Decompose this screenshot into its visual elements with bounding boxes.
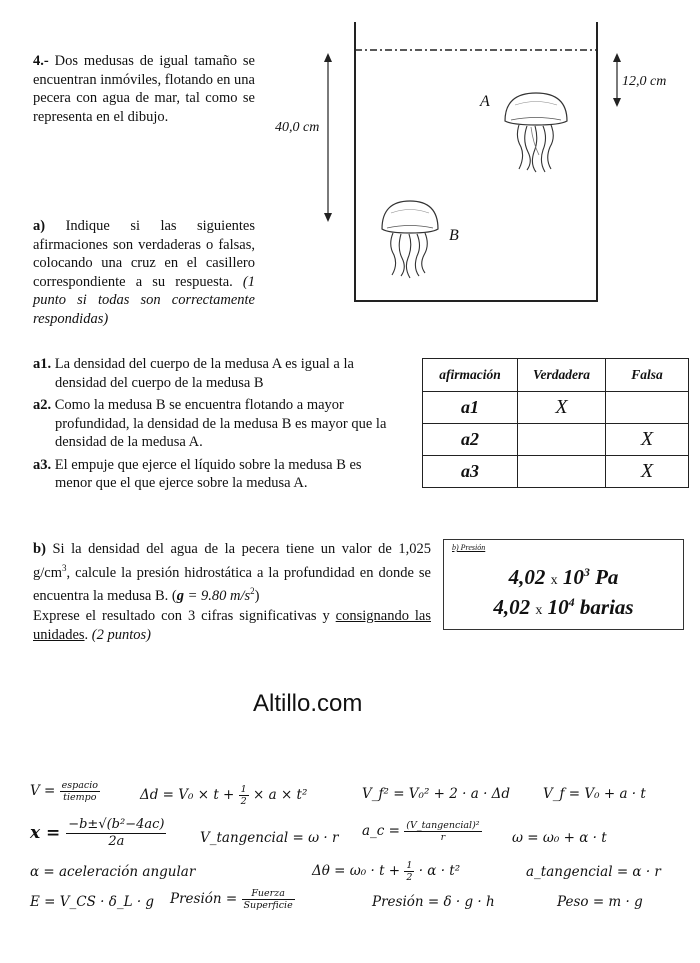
part-a-instructions: [33, 217, 255, 328]
formula-weight: Peso = m · g: [557, 894, 643, 910]
part-a-label: a): [33, 218, 46, 234]
formula-text: Δθ = ω₀ · t +: [312, 863, 405, 879]
answer-table: [422, 358, 689, 488]
formula-pressure-force: [170, 888, 295, 911]
fraction: [242, 888, 295, 911]
formula-hydrostatic: Presión = δ · g · h: [372, 894, 495, 910]
answer-base: 10: [562, 565, 584, 589]
label-depth-a: 12,0 cm: [622, 74, 667, 89]
formula-text: Presión =: [170, 891, 242, 907]
answer-unit: Pa: [589, 565, 619, 589]
statement-text: La densidad del cuerpo de la medusa A es igual a la densidad del cuerpo de la medusa B: [54, 356, 354, 391]
header-falsa: Falsa: [606, 359, 689, 392]
part-b-label: b): [33, 541, 46, 557]
part-a-points: (1 punto si todas son correctamente respondidas): [33, 273, 256, 327]
question-statement: [33, 52, 255, 126]
denominator: 2a: [108, 834, 125, 849]
formula-alpha: α = aceleración angular: [30, 864, 196, 880]
numerator: Fuerza: [242, 888, 295, 900]
header-verdadera: Verdadera: [518, 359, 606, 392]
label-jellyfish-a: A: [480, 93, 490, 110]
part-b-text: Exprese el resultado con 3 cifras significativas y: [33, 608, 336, 625]
label-depth-total: 40,0 cm: [275, 120, 320, 135]
formula-omega: ω = ω₀ + α · t: [512, 830, 607, 846]
fraction: [404, 820, 481, 843]
numerator: 1: [240, 784, 247, 795]
numerator: (V_tangencial)²: [406, 820, 480, 831]
denominator: r: [440, 832, 446, 843]
question-number: 4.-: [33, 53, 49, 69]
header-afirmacion: afirmación: [423, 359, 518, 392]
statement-a3: [33, 456, 393, 493]
numerator: 1: [406, 860, 413, 871]
formula-a-tangential: a_tangencial = α · r: [526, 864, 661, 880]
formula-quadratic: [30, 817, 166, 850]
statements-list: [33, 355, 393, 497]
answer-exponent: 4: [568, 595, 575, 609]
part-b-question: [33, 540, 431, 644]
jellyfish-a: [505, 93, 567, 172]
fraction: [239, 784, 249, 807]
answer-box-b: [443, 539, 684, 630]
formula-vf-squared: V_f² = V₀² + 2 · a · Δd: [362, 786, 511, 802]
part-b-instructions: [33, 607, 431, 644]
numerator: −b±√(b²−4ac): [68, 817, 165, 832]
part-b-points: (2 puntos): [91, 626, 152, 643]
statement-a2: [33, 396, 393, 452]
answer-unit: barias: [574, 595, 634, 619]
denominator: 2: [406, 872, 413, 883]
answer-line-barias: [444, 595, 683, 620]
formula-text: Δd = V₀ × t +: [140, 787, 239, 803]
answer-table-header: [423, 359, 689, 392]
cell-verdadera: [518, 456, 606, 488]
formula-displacement: [140, 784, 307, 807]
part-b-sup: 2: [250, 585, 255, 596]
denominator: tiempo: [63, 792, 97, 803]
part-b-g-value: = 9.80 m/s: [183, 587, 251, 604]
formula-delta-theta: [312, 860, 460, 883]
statement-text: Como la medusa B se encuentra flotando a mayor profundidad, la densidad de la medusa B es mayor que la densidad de la medusa A.: [54, 397, 387, 450]
formula-centripetal: [362, 820, 482, 843]
site-name: Altillo.com: [253, 690, 363, 717]
answer-value: 4,02: [508, 565, 546, 589]
cell-falsa: X: [606, 456, 689, 488]
table-row: [423, 456, 689, 488]
cell-falsa: [606, 392, 689, 424]
answer-exponent: 3: [583, 565, 590, 579]
cell-falsa: X: [606, 424, 689, 456]
formula-vf: V_f = V₀ + a · t: [543, 786, 646, 802]
denominator: 2: [240, 796, 247, 807]
times-sign: x: [535, 603, 543, 618]
fraction: [404, 860, 414, 883]
cell-verdadera: [518, 424, 606, 456]
part-b-g-symbol: g: [176, 587, 184, 604]
formula-text: · α · t²: [414, 863, 461, 879]
fraction: [66, 817, 166, 850]
part-a-text: Indique si las siguientes afirmaciones son verdaderas o falsas, colocando una cruz en el casillero correspondiente a su respuesta.: [33, 218, 255, 290]
formula-text: x =: [30, 823, 67, 843]
statement-id: a1.: [33, 356, 52, 372]
statement-id: a2.: [33, 397, 52, 413]
part-b-sup: 3: [62, 562, 67, 573]
label-jellyfish-b: B: [449, 227, 459, 244]
statement-text: El empuje que ejerce el líquido sobre la medusa B es menor que el que ejerce sobre la medusa A.: [54, 456, 362, 491]
jellyfish-b: [382, 201, 438, 278]
part-b-text: Si la densidad del agua de la pecera tiene un valor de 1,025 g/cm: [33, 541, 432, 581]
table-row: [423, 424, 689, 456]
aquarium-diagram: [270, 15, 690, 310]
statement-id: a3.: [33, 456, 52, 473]
table-row: [423, 392, 689, 424]
cell-verdadera: X: [518, 392, 606, 424]
answer-base: 10: [547, 595, 569, 619]
part-b-text: , calcule la presión hidrostática a la profundidad en donde se encuentra la medusa B. (: [33, 564, 431, 604]
formula-v-tangential: V_tangencial = ω · r: [200, 830, 339, 846]
row-label: a2: [423, 424, 518, 456]
times-sign: x: [550, 573, 558, 588]
formula-text: × a × t²: [248, 787, 308, 803]
question-text: Dos medusas de igual tamaño se encuentran inmóviles, flotando en una pecera con agua de mar, tal como se representa en el dibujo.: [33, 53, 255, 125]
formula-velocity: [30, 780, 100, 803]
formula-text: a_c =: [362, 823, 405, 839]
formula-buoyancy: E = V_CS · δ_L · g: [30, 894, 155, 910]
tank-outline: [355, 22, 597, 301]
part-b-underlined: consignando las unidades: [33, 608, 431, 643]
answer-box-label: b) Presión: [452, 543, 486, 552]
row-label: a1: [423, 392, 518, 424]
formula-text: V =: [30, 783, 60, 799]
denominator: Superficie: [243, 900, 293, 911]
part-b-text: ): [254, 587, 260, 604]
numerator: espacio: [61, 780, 98, 791]
answer-value: 4,02: [493, 595, 531, 619]
fraction: [60, 780, 100, 803]
part-b-text: .: [84, 626, 92, 643]
statement-a1: [33, 355, 393, 392]
row-label: a3: [423, 456, 518, 488]
answer-line-pa: [444, 565, 683, 590]
